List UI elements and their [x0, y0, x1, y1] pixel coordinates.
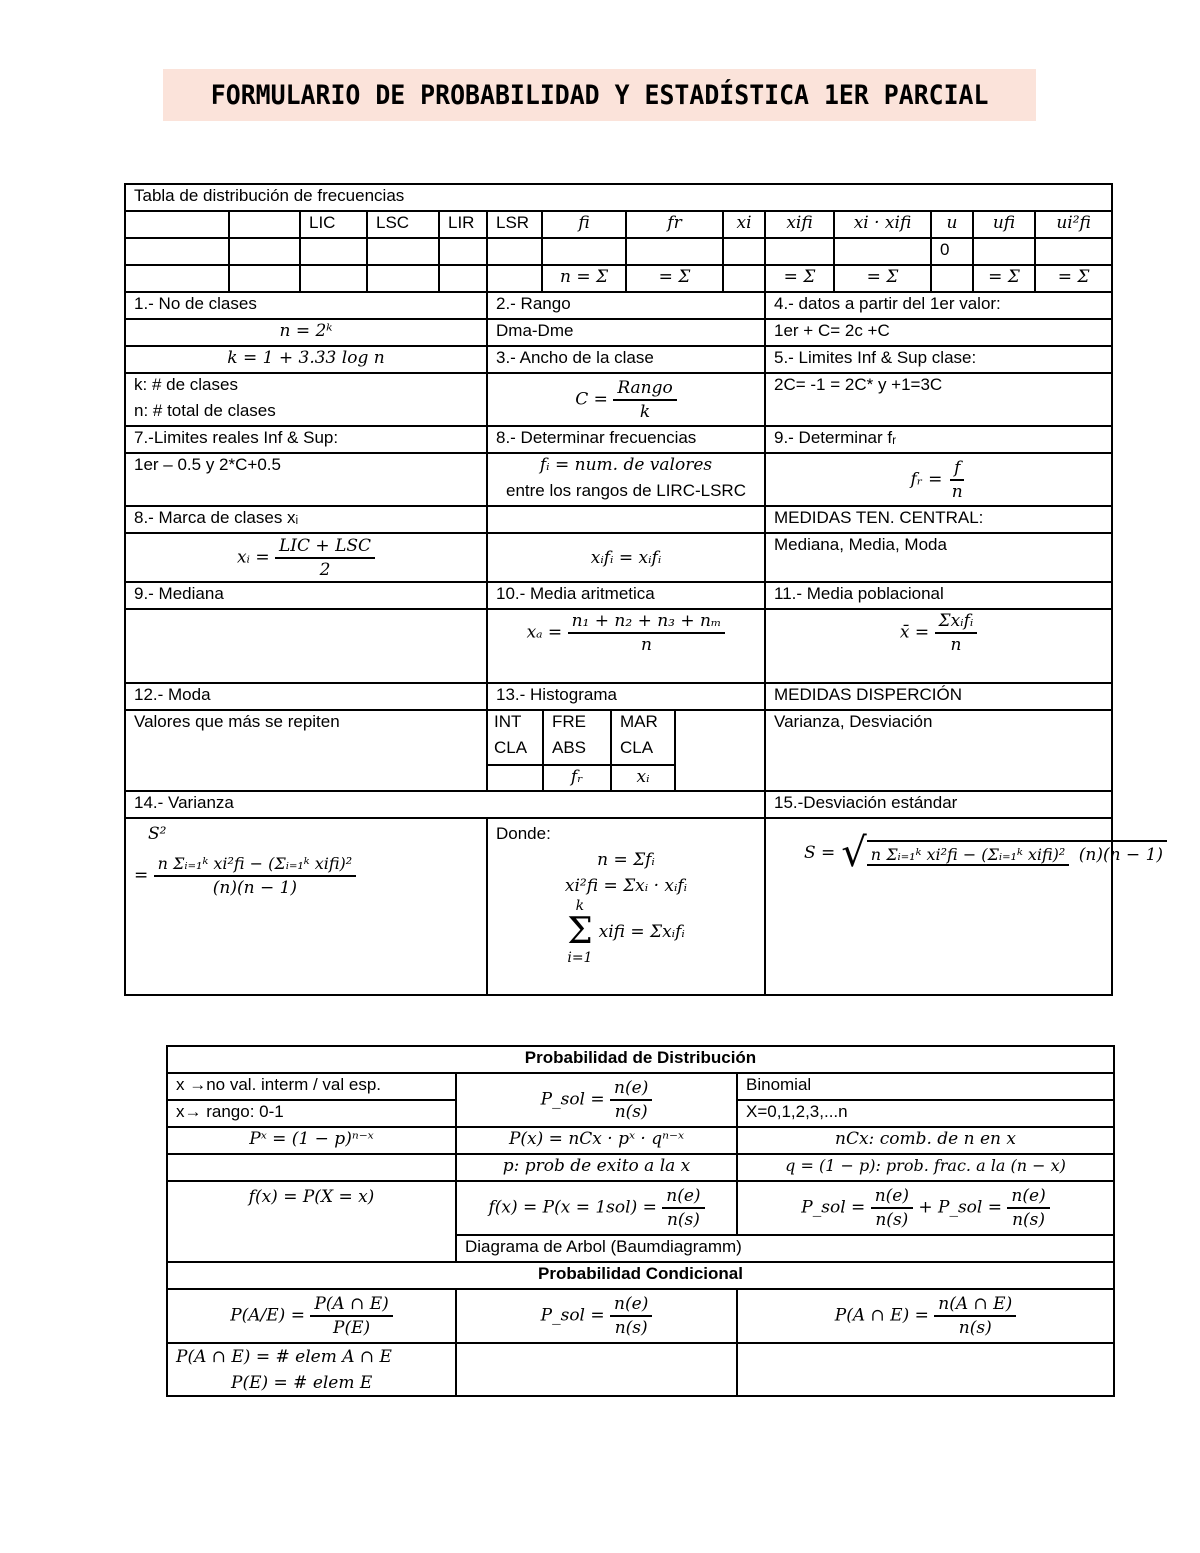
lhs: xₐ =: [526, 622, 563, 643]
text: n: # total de clases: [134, 401, 276, 420]
section-title: 15.-Desviación estándar: [765, 791, 1112, 818]
numerator: Rango: [613, 377, 676, 401]
freq-header-row: [125, 211, 1112, 238]
sum-cell: = Σ: [1035, 265, 1112, 292]
formula: nCx: comb. de n en x: [737, 1127, 1114, 1154]
section-title: 5.- Limites Inf & Sup clase:: [765, 346, 1112, 373]
histogram-cell: [487, 710, 765, 791]
intersection-formula: P(A ∩ E) = $\frac{n(A \cap E)}{n(s)}$: [737, 1289, 1114, 1343]
text: Valores que más se repiten: [125, 710, 487, 791]
text: Binomial: [737, 1073, 1114, 1100]
fraction: [867, 840, 1167, 866]
variance-formula: S² = $\frac{\text{n Σᵢ₌₁ᵏ xi²fi − (Σᵢ₌₁ᵏ xifi)²}}{(n)(n - 1)}$: [125, 818, 487, 995]
fraction: [948, 457, 967, 503]
denominator: k: [639, 401, 651, 422]
text: Dma-Dme: [487, 319, 765, 346]
cond-formula: P(A/E) = $\frac{P(A \cap E)}{P(E)}$: [167, 1289, 456, 1343]
section-title: 9.- Mediana: [125, 582, 487, 609]
denominator: (n)(n − 1): [1078, 845, 1164, 865]
elem-cell: [167, 1343, 456, 1396]
text: x→ rango: 0-1: [167, 1100, 456, 1127]
class-mark-formula: [125, 533, 487, 582]
lhs: S =: [804, 843, 836, 863]
section-title: 9.- Determinar fᵣ: [765, 426, 1112, 453]
section-title: 8.- Marca de clases xᵢ: [125, 506, 487, 533]
u-zero: 0: [931, 238, 973, 265]
frequency-formula-table: [124, 183, 1164, 996]
freq-sum-row: [125, 265, 1112, 292]
formula: Pˣ = (1 − p)ⁿ⁻ˣ: [167, 1127, 456, 1154]
sigma: k Σ i=1: [567, 898, 593, 966]
title-banner: [163, 69, 1036, 121]
formula: q = (1 − p): prob. frac. a la (n − x): [737, 1154, 1114, 1181]
formula: n = 2ᵏ: [125, 319, 487, 346]
numerator: LIC + LSC: [275, 535, 375, 559]
freq-data-row: [125, 238, 1112, 265]
sum-cell: = Σ: [626, 265, 723, 292]
arith-mean-formula: [487, 609, 765, 683]
section-title: 10.- Media aritmetica: [487, 582, 765, 609]
denominator: (n)(n − 1): [212, 878, 298, 898]
formula: fᵢ = num. de valores: [539, 455, 713, 475]
page-title: FORMULARIO DE PROBABILIDAD Y ESTADÍSTICA 1ER PARCIAL: [210, 79, 989, 111]
col-header: LIR: [439, 211, 487, 238]
psol-formula: P_sol = $\frac{n(e)}{n(s)}$: [456, 1073, 737, 1127]
sum-formula: k Σ i=1 xifi = Σxᵢfᵢ: [567, 898, 685, 966]
sum-cell: = Σ: [973, 265, 1035, 292]
hist-xi: xᵢ: [611, 765, 675, 790]
col-header: LSC: [367, 211, 439, 238]
numerator: n Σᵢ₌₁ᵏ xi²fi − (Σᵢ₌₁ᵏ xifi)²: [867, 845, 1070, 866]
text: 1er – 0.5 y 2*C+0.5: [125, 453, 487, 506]
formula: P(A ∩ E) = # elem A ∩ E: [176, 1347, 392, 1367]
text: X=0,1,2,3,...n: [737, 1100, 1114, 1127]
text: Mediana, Media, Moda: [765, 533, 1112, 582]
hist-col: MAR CLA: [611, 711, 675, 765]
hist-fr: fᵣ: [543, 765, 611, 790]
fraction: [275, 535, 375, 581]
section-title: 8.- Determinar frecuencias: [487, 426, 765, 453]
numerator: n₁ + n₂ + n₃ + nₘ: [568, 610, 726, 634]
lhs: fᵣ =: [910, 469, 943, 489]
denominator: n: [950, 635, 962, 655]
formula: xi²fi = Σxᵢ · xᵢfᵢ: [564, 876, 688, 896]
denominator: n: [641, 635, 652, 655]
stddev-formula: S = √ n Σᵢ₌₁ᵏ xi²fi − (Σᵢ₌₁ᵏ xifi)² (n)(n − 1): [765, 818, 1112, 995]
fraction: [568, 610, 726, 656]
freq-heading: Tabla de distribución de frecuencias: [125, 184, 1112, 211]
col-header: fr: [626, 211, 723, 238]
formula: f(x) = P(X = x): [167, 1181, 456, 1262]
col-header: xifi: [765, 211, 834, 238]
text: 1er + C= 2c +C: [765, 319, 1112, 346]
class-width-formula: [487, 373, 765, 426]
section-title: MEDIDAS DISPERCIÓN: [765, 683, 1112, 710]
lhs: xᵢ =: [236, 547, 270, 567]
section-title: 2.- Rango: [487, 292, 765, 319]
section-title: 1.- No de clases: [125, 292, 487, 319]
col-header: u: [931, 211, 973, 238]
section-title: 3.- Ancho de la clase: [487, 346, 765, 373]
hist-col: INT CLA: [486, 711, 543, 765]
col-header: ui²fi: [1035, 211, 1112, 238]
sum-cell: = Σ: [834, 265, 931, 292]
hist-col: FRE ABS: [543, 711, 611, 765]
fraction: [154, 853, 357, 899]
donde-title: Donde:: [496, 824, 551, 843]
text: x →no val. interm / val esp.: [167, 1073, 456, 1100]
histogram-table: [486, 711, 676, 790]
sum-cell: n = Σ: [542, 265, 626, 292]
section-title: 11.- Media poblacional: [765, 582, 1112, 609]
sum-cell: = Σ: [765, 265, 834, 292]
section-title: 14.- Varianza: [125, 791, 765, 818]
col-header: LIC: [300, 211, 367, 238]
lhs: C =: [575, 389, 608, 409]
fx1-formula: f(x) = P(x = 1sol) = $\frac{n(e)}{n(s)}$: [456, 1181, 737, 1235]
section-title: 13.- Histograma: [487, 683, 765, 710]
probability-table: [166, 1045, 1115, 1397]
s-squared: S²: [148, 824, 167, 844]
section-title: 7.-Limites reales Inf & Sup:: [125, 426, 487, 453]
section-title: MEDIDAS TEN. CENTRAL:: [765, 506, 1112, 533]
denominator: 2: [319, 559, 331, 580]
psol-sum-formula: P_sol = $\frac{n(e)}{n(s)}$ + P_sol = $\frac{n(e)}{n(s)}$: [737, 1181, 1114, 1235]
formula: k = 1 + 3.33 log n: [125, 346, 487, 373]
formula: n = Σfᵢ: [597, 850, 655, 870]
lhs: x̄ =: [899, 622, 930, 643]
col-header: xi · xifi: [834, 211, 931, 238]
class-notes: [125, 373, 487, 426]
denominator: n: [951, 481, 963, 502]
section-title: 12.- Moda: [125, 683, 487, 710]
text: entre los rangos de LIRC-LSRC: [505, 481, 746, 500]
numerator: Σxᵢfᵢ: [935, 610, 978, 634]
pop-mean-formula: [765, 609, 1112, 683]
psol-formula: P_sol = $\frac{n(e)}{n(s)}$: [456, 1289, 737, 1343]
cond-title: Probabilidad Condicional: [167, 1262, 1114, 1289]
col-header: fi: [542, 211, 626, 238]
formula: P(x) = nCx · pˣ · qⁿ⁻ˣ: [456, 1127, 737, 1154]
frequencies-cell: [487, 453, 765, 506]
text: Varianza, Desviación: [765, 710, 1112, 791]
formula: xᵢfᵢ = xᵢfᵢ: [487, 533, 765, 582]
prob-title: Probabilidad de Distribución: [167, 1046, 1114, 1073]
donde-cell: [487, 818, 765, 995]
col-header: xi: [723, 211, 765, 238]
numerator: n Σᵢ₌₁ᵏ xi²fi − (Σᵢ₌₁ᵏ xifi)²: [154, 853, 357, 877]
section-title: 4.- datos a partir del 1er valor:: [765, 292, 1112, 319]
formula: p: prob de exito a la x: [456, 1154, 737, 1181]
fr-formula: [765, 453, 1112, 506]
col-header: ufi: [973, 211, 1035, 238]
fraction: [935, 610, 978, 656]
formula: P(E) = # elem E: [231, 1373, 373, 1393]
text: 2C= -1 = 2C* y +1=3C: [765, 373, 1112, 426]
numerator: f: [950, 457, 964, 481]
text: k: # de clases: [134, 375, 238, 394]
col-header: LSR: [487, 211, 542, 238]
text: Diagrama de Arbol (Baumdiagramm): [456, 1235, 1114, 1262]
fraction: [613, 377, 676, 423]
